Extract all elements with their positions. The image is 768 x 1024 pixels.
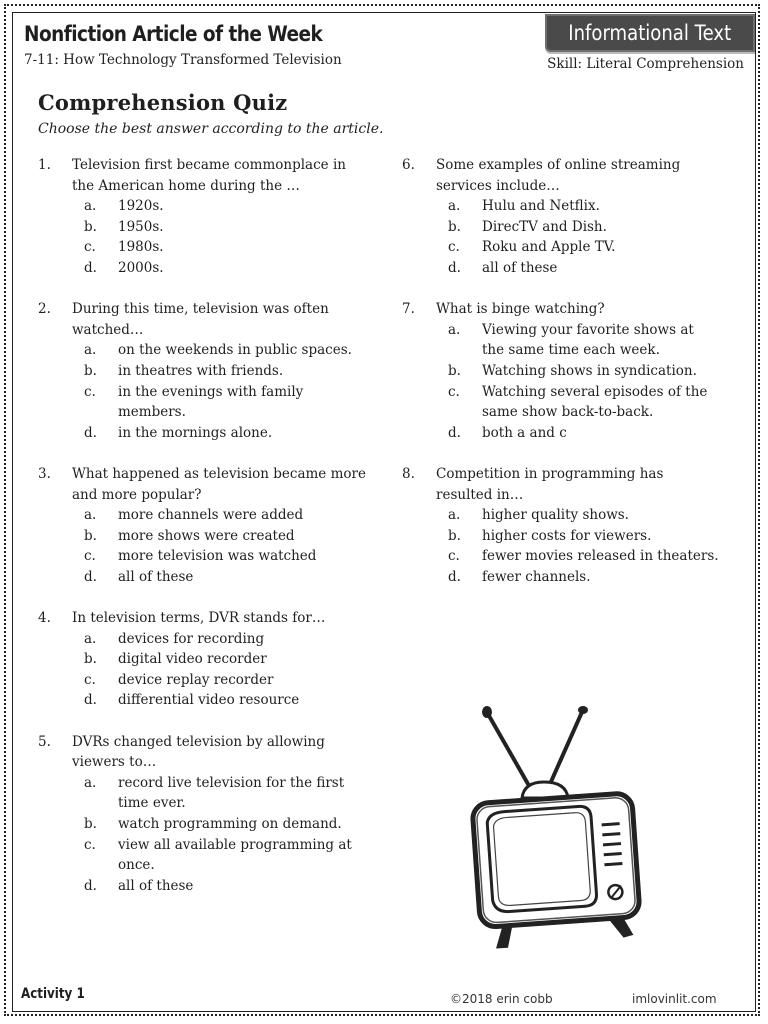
answer-text-line: Watching several episodes of the [482,383,708,400]
answer-text-line: higher quality shows. [482,507,629,524]
answer-letter: c. [84,548,96,565]
answer-text [482,423,732,444]
question-text-line: and more popular? [72,486,202,503]
answer-option [448,526,732,547]
answer-option [84,423,368,444]
answer-text [118,340,368,361]
activity-label: Activity 1 [21,986,85,1002]
question-text-line: What is binge watching? [436,301,605,318]
answer-letter: d. [448,568,461,585]
question-text [72,608,368,629]
question-number: 7. [402,301,415,318]
answer-text-line: fewer channels. [482,568,591,585]
question-text [436,299,732,320]
answer-option [448,423,732,444]
answer-option [84,505,368,526]
answer-letter: b. [84,651,97,668]
answer-text [118,876,368,897]
question-row [38,155,368,196]
question-number: 5. [38,733,51,750]
answer-option [84,546,368,567]
answer-option [84,814,368,835]
answer-letter: a. [448,507,461,524]
answer-letter: a. [84,774,97,791]
answer-text-line: 1980s. [118,239,164,256]
answer-text [482,217,732,238]
answer-text [118,546,368,567]
answer-letter: b. [84,362,97,379]
answer-option [84,567,368,588]
question-number: 4. [38,610,51,627]
answer-text-line: differential video resource [118,692,300,709]
answer-letter: c. [84,383,96,400]
answer-text [118,690,368,711]
answer-letter: d. [84,424,97,441]
answer-text-line: record live television for the first [118,774,345,791]
question-text [72,464,368,505]
question-text-line: resulted in… [436,486,524,503]
answer-option [84,670,368,691]
answer-letter: c. [84,671,96,688]
question-block [402,155,732,279]
answer-text [118,423,368,444]
website-text: imlovinlit.com [632,992,717,1006]
answer-text [118,196,368,217]
answer-text-line: watch programming on demand. [118,816,342,832]
answer-text [118,526,368,547]
answer-text-line: all of these [118,568,194,585]
question-block [402,299,732,443]
question-number: 6. [402,157,415,173]
question-text-line: Competition in programming has [436,465,664,482]
answer-text [482,546,732,567]
tag-label: Informational Text [568,21,732,45]
answer-letter: a. [84,507,97,524]
answer-letter: a. [84,198,97,215]
answer-text [118,814,368,835]
question-row [402,299,732,320]
answer-option [84,629,368,650]
quiz-instructions: Choose the best answer according to the article. [38,121,384,137]
answer-option [448,217,732,238]
answer-text [118,258,368,279]
answer-text-line: 1920s. [118,198,164,215]
answer-text [482,196,732,217]
answer-text [482,361,732,382]
question-text [72,299,368,340]
answer-option [448,361,732,382]
question-row [38,299,368,340]
question-block [38,299,368,443]
answer-letter: b. [84,218,97,235]
answer-text [482,567,732,588]
answer-option [448,258,732,279]
answer-letter: d. [448,424,461,441]
question-text-line: the American home during the … [72,177,300,194]
answer-option [84,876,368,897]
answer-text-line: more television was watched [118,548,317,565]
questions-right-column [402,155,732,608]
question-text [436,155,732,196]
question-block [38,608,368,711]
article-subtitle: 7-11: How Technology Transformed Television [24,52,342,68]
answer-letter: b. [448,218,461,235]
answer-option [84,361,368,382]
answer-option [84,526,368,547]
copyright-text: ©2018 erin cobb [450,992,553,1006]
answer-text-line: members. [118,404,186,421]
answer-option [448,196,732,217]
header-title: Nonfiction Article of the Week [24,22,323,46]
question-text-line: Television first became commonplace in [72,157,346,173]
question-number: 2. [38,301,51,318]
answer-text-line: Hulu and Netflix. [482,198,600,215]
answer-option [84,690,368,711]
answer-text-line: once. [118,857,155,874]
answer-text [118,670,368,691]
answer-text [118,773,368,814]
answer-letter: b. [84,816,97,832]
answer-text-line: in the mornings alone. [118,424,273,441]
answer-letter: c. [448,239,460,256]
answer-text [118,835,368,876]
answer-text [118,629,368,650]
question-row [402,464,732,505]
answer-text-line: devices for recording [118,630,265,647]
answer-letter: c. [448,548,460,565]
question-text [72,732,368,773]
answer-text-line: in the evenings with family [118,383,304,400]
answer-text-line: device replay recorder [118,671,274,688]
answer-letter: c. [84,239,96,256]
answer-text [482,382,732,423]
questions-left-column [38,155,368,917]
answer-text [118,567,368,588]
question-row [38,732,368,773]
answer-text [118,382,368,423]
answer-text-line: view all available programming at [118,836,352,853]
answer-option [84,649,368,670]
answer-text-line: the same time each week. [482,342,660,359]
question-text [72,155,368,196]
answer-letter: a. [84,342,97,359]
answer-text-line: DirecTV and Dish. [482,218,607,235]
answer-option [448,546,732,567]
answer-text [118,361,368,382]
answer-option [448,320,732,361]
answer-option [84,196,368,217]
question-text-line: During this time, television was often [72,301,329,318]
question-block [38,464,368,588]
question-text-line: watched… [72,321,144,338]
answer-option [448,567,732,588]
answer-text [118,217,368,238]
answer-text [482,320,732,361]
answer-text-line: 2000s. [118,259,164,276]
question-text-line: In television terms, DVR stands for… [72,610,326,627]
answer-option [84,217,368,238]
retro-television-icon [468,700,648,950]
answer-text-line: all of these [482,259,558,276]
answer-text [118,237,368,258]
answer-text-line: same show back-to-back. [482,404,654,421]
answer-text-line: both a and c [482,424,567,441]
answer-text [482,526,732,547]
answer-letter: d. [84,692,97,709]
question-row [402,155,732,196]
answer-text-line: Roku and Apple TV. [482,239,616,256]
answer-text [482,237,732,258]
answer-letter: a. [448,198,461,215]
question-number: 3. [38,465,51,482]
answer-text-line: Viewing your favorite shows at [482,321,694,338]
answer-text [482,505,732,526]
answer-letter: c. [448,383,460,400]
answer-letter: d. [448,259,461,276]
answer-letter: d. [84,877,97,894]
answer-letter: d. [84,259,97,276]
answer-text [118,505,368,526]
answer-text-line: on the weekends in public spaces. [118,342,352,359]
answer-letter: a. [448,321,461,338]
answer-option [84,382,368,423]
answer-text-line: fewer movies released in theaters. [482,548,719,565]
answer-option [448,382,732,423]
answer-letter: b. [84,527,97,544]
answer-text-line: more shows were created [118,527,295,544]
answer-letter: a. [84,630,97,647]
question-text [436,464,732,505]
informational-text-tag [545,14,755,52]
question-block [402,464,732,588]
answer-letter: b. [448,362,461,379]
answer-text-line: time ever. [118,795,186,812]
question-row [38,608,368,629]
question-text-line: What happened as television became more [72,465,366,482]
answer-letter: d. [84,568,97,585]
question-number: 1. [38,157,51,173]
answer-letter: c. [84,836,96,853]
quiz-title: Comprehension Quiz [38,90,288,115]
answer-text-line: more channels were added [118,507,304,524]
answer-option [84,237,368,258]
answer-text [482,258,732,279]
answer-text-line: all of these [118,877,194,894]
question-text-line: services include… [436,177,560,194]
question-block [38,155,368,279]
question-text-line: DVRs changed television by allowing [72,733,325,750]
answer-option [448,505,732,526]
answer-text-line: digital video recorder [118,651,267,668]
answer-letter: b. [448,527,461,544]
question-block [38,732,368,897]
answer-option [84,773,368,814]
answer-text-line: higher costs for viewers. [482,527,652,544]
answer-option [448,237,732,258]
answer-text [118,649,368,670]
answer-option [84,340,368,361]
answer-option [84,258,368,279]
answer-text-line: in theatres with friends. [118,362,284,379]
question-row [38,464,368,505]
answer-option [84,835,368,876]
question-text-line: Some examples of online streaming [436,157,681,173]
question-number: 8. [402,465,415,482]
answer-text-line: 1950s. [118,218,164,235]
answer-text-line: Watching shows in syndication. [482,362,697,379]
question-text-line: viewers to… [72,754,157,771]
skill-label: Skill: Literal Comprehension [547,56,744,72]
